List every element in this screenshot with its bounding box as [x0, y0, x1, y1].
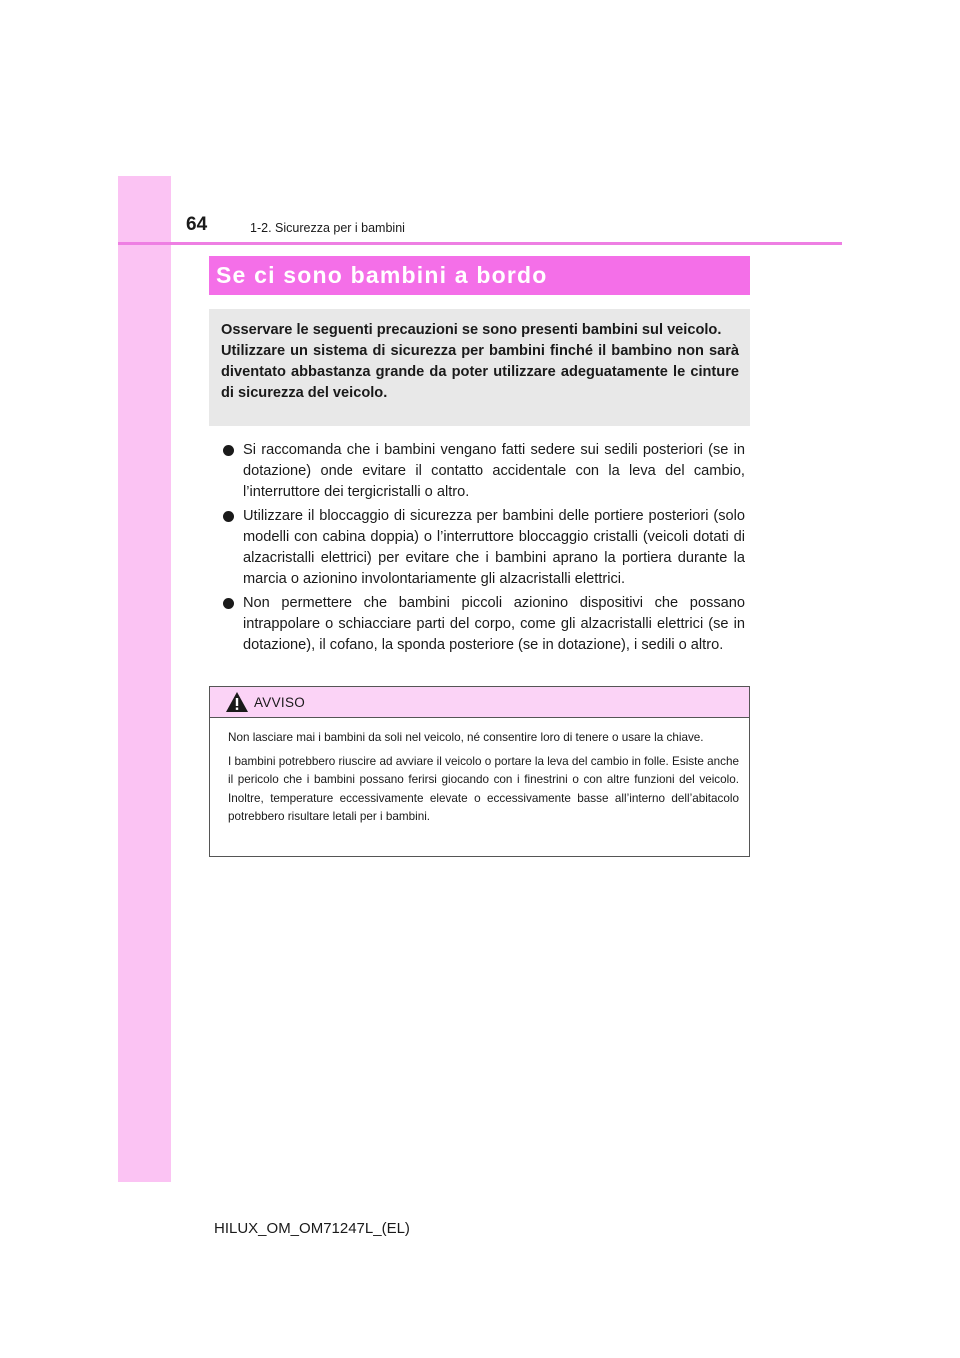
section-title-bar: [209, 256, 750, 295]
warning-triangle-icon: [225, 691, 249, 713]
list-item-text: Non permettere che bambini piccoli azionino dispositivi che possano intrappolare o schiacciare parti del corpo, come gli alzacristalli elettrici (se in dotazione), il cofano, la sponda posteriore (se in dotazione), i sedili o altro.: [243, 595, 745, 653]
warning-label: AVVISO: [254, 694, 306, 710]
warning-paragraph: I bambini potrebbero riuscire ad avviare il veicolo o portare la leva del cambio in folle. Esiste anche il pericolo che i bambini possano ferirsi giocando con i finestrini o con altre funzioni del veicolo. Inoltre, temperature eccessivamente elevate o eccessivamente basse all’interno dell’abitacolo potrebbero risultare letali per i bambini.: [228, 754, 739, 823]
warning-paragraph: Non lasciare mai i bambini da soli nel veicolo, né consentire loro di tenere o usare la chiave.: [228, 731, 704, 744]
bullet-dot-icon: [223, 511, 234, 522]
page-title: Se ci sono bambini a bordo: [216, 262, 548, 288]
bullet-dot-icon: [223, 598, 234, 609]
intro-line-2: Utilizzare un sistema di sicurezza per bambini finché il bambino non sarà diventato abbastanza grande da poter utilizzare adeguatamente le cinture di sicurezza del veicolo.: [221, 343, 739, 401]
precautions-list: [222, 440, 745, 659]
intro-line-1: Osservare le seguenti precauzioni se sono presenti bambini sul veicolo.: [221, 322, 722, 338]
section-breadcrumb: 1-2. Sicurezza per i bambini: [250, 221, 405, 235]
list-item: [222, 593, 745, 656]
warning-body: [210, 718, 749, 827]
list-item: [222, 506, 745, 590]
intro-box: [209, 309, 750, 426]
warning-box: [209, 686, 750, 857]
warning-header: [210, 687, 749, 718]
chapter-side-strip: [118, 176, 171, 1182]
bullet-dot-icon: [223, 445, 234, 456]
list-item-text: Utilizzare il bloccaggio di sicurezza per bambini delle portiere posteriori (solo modelli con cabina doppia) o l’interruttore bloccaggio cristalli (veicoli dotati di alzacristalli elettrici) per evitare che i bambini aprano la portiera durante la marcia o azionino involontariamente gli alzacristalli elettrici.: [243, 508, 745, 587]
document-code: HILUX_OM_OM71247L_(EL): [214, 1220, 410, 1237]
list-item-text: Si raccomanda che i bambini vengano fatti sedere sui sedili posteriori (se in dotazione) onde evitare il contatto accidentale con la leva del cambio, l’interruttore dei tergicristalli o altro.: [243, 442, 745, 500]
list-item: [222, 440, 745, 503]
page-number: 64: [186, 214, 208, 235]
header-divider: [118, 242, 842, 245]
